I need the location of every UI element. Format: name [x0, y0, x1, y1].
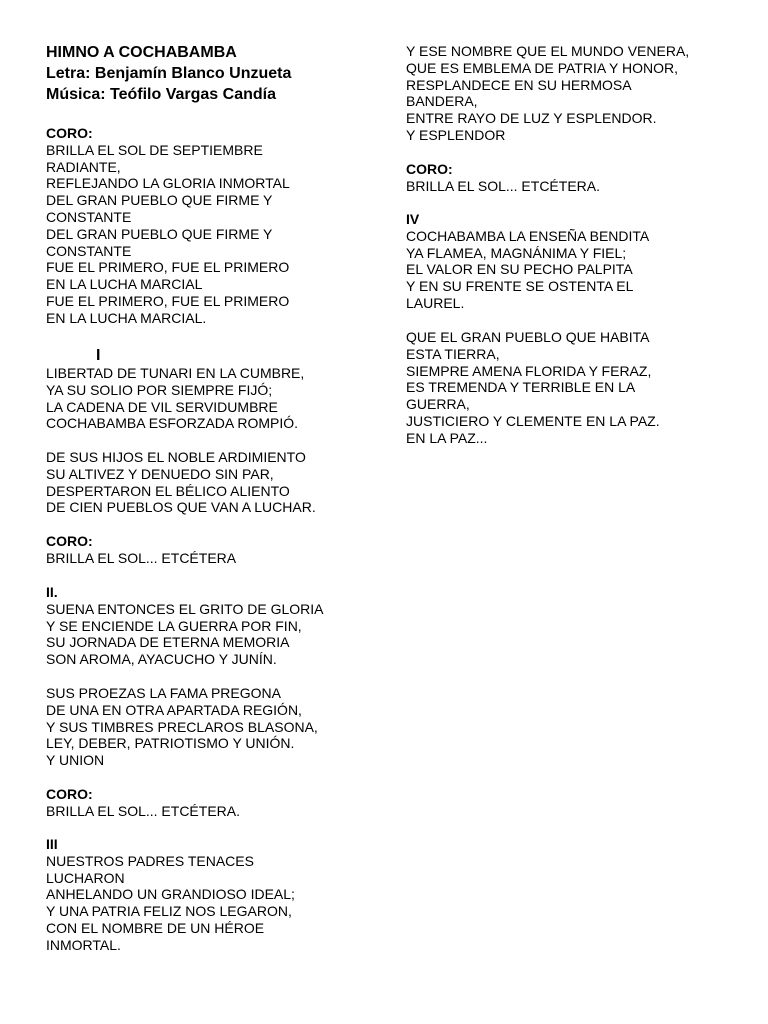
verse-line: EL VALOR EN SU PECHO PALPITA	[406, 261, 633, 278]
verse-line: SU ALTIVEZ Y DENUEDO SIN PAR,	[46, 465, 274, 482]
verse-line: BANDERA,	[406, 93, 478, 110]
verse-line: EN LA PAZ...	[406, 429, 488, 446]
verse-line: Y EN SU FRENTE SE OSTENTA EL	[406, 278, 634, 295]
coro-line: EN LA LUCHA MARCIAL.	[46, 309, 207, 326]
verse-line: Y ESPLENDOR	[406, 126, 506, 143]
verse-line: YA FLAMEA, MAGNÁNIMA Y FIEL;	[406, 244, 627, 261]
verse-line: ESTA TIERRA,	[406, 345, 500, 362]
verse-line: ES TREMENDA Y TERRIBLE EN LA	[406, 379, 636, 396]
coro-line: REFLEJANDO LA GLORIA INMORTAL	[46, 175, 290, 192]
verse-line: COCHABAMBA ESFORZADA ROMPIÓ.	[46, 415, 299, 432]
coro-line: CONSTANTE	[46, 242, 132, 259]
verse-1-coro-ref	[46, 533, 236, 567]
verse-3-coro-ref	[406, 161, 600, 195]
verse-line: GUERRA,	[406, 396, 470, 413]
verse-line: Y UNION	[46, 752, 105, 769]
verse-line: QUE EL GRAN PUEBLO QUE HABITA	[406, 329, 650, 345]
verse-line: RESPLANDECE EN SU HERMOSA	[406, 76, 632, 93]
verse-4-heading: IV	[406, 211, 420, 227]
coro-line: EN LA LUCHA MARCIAL	[46, 276, 203, 293]
verse-line: DE UNA EN OTRA APARTADA REGIÓN,	[46, 701, 302, 718]
verse-line: Y SUS TIMBRES PRECLAROS BLASONA,	[46, 718, 318, 735]
verse-2-coro-ref	[46, 786, 240, 820]
verse-4-section	[406, 211, 649, 312]
coro-heading: CORO:	[46, 533, 93, 549]
verse-line: SUS PROEZAS LA FAMA PREGONA	[46, 685, 281, 701]
coro-heading: CORO:	[46, 786, 93, 802]
coro-line: DEL GRAN PUEBLO QUE FIRME Y	[46, 192, 273, 209]
verse-line: YA SU SOLIO POR SIEMPRE FIJÓ;	[46, 381, 273, 398]
verse-1-heading: I	[96, 347, 101, 364]
verse-line: DE SUS HIJOS EL NOBLE ARDIMIENTO	[46, 449, 306, 465]
verse-line: Y UNA PATRIA FELIZ NOS LEGARON,	[46, 903, 292, 920]
verse-line: SU JORNADA DE ETERNA MEMORIA	[46, 634, 290, 651]
coro-heading: CORO:	[46, 125, 93, 141]
coro-section	[46, 125, 290, 327]
verse-line: QUE ES EMBLEMA DE PATRIA Y HONOR,	[406, 59, 679, 76]
coro-line: RADIANTE,	[46, 158, 121, 175]
coro-reference: BRILLA EL SOL... ETCÉTERA	[46, 549, 237, 566]
verse-line: SON AROMA, AYACUCHO Y JUNÍN.	[46, 651, 277, 668]
verse-line: LA CADENA DE VIL SERVIDUMBRE	[46, 398, 278, 415]
coro-line: FUE EL PRIMERO, FUE EL PRIMERO	[46, 292, 290, 309]
verse-line: JUSTICIERO Y CLEMENTE EN LA PAZ.	[406, 412, 660, 429]
verse-3-stanza-b	[406, 43, 689, 144]
coro-heading: CORO:	[406, 161, 453, 177]
verse-2-heading: II.	[46, 584, 58, 600]
coro-line: CONSTANTE	[46, 208, 132, 225]
verse-line: LIBERTAD DE TUNARI EN LA CUMBRE,	[46, 365, 305, 381]
verse-3-heading: III	[46, 836, 58, 852]
verse-2-stanza-b	[46, 685, 318, 769]
coro-line: FUE EL PRIMERO, FUE EL PRIMERO	[46, 259, 290, 276]
verse-line: SIEMPRE AMENA FLORIDA Y FERAZ,	[406, 362, 652, 379]
verse-line: LUCHARON	[46, 869, 125, 886]
coro-line: BRILLA EL SOL DE SEPTIEMBRE	[46, 141, 263, 158]
verse-line: SUENA ENTONCES EL GRITO DE GLORIA	[46, 600, 324, 617]
verse-line: COCHABAMBA LA ENSEÑA BENDITA	[406, 227, 650, 244]
verse-line: DESPERTARON EL BÉLICO ALIENTO	[46, 482, 290, 499]
verse-line: Y SE ENCIENDE LA GUERRA POR FIN,	[46, 617, 302, 634]
verse-line: DE CIEN PUEBLOS QUE VAN A LUCHAR.	[46, 499, 316, 516]
verse-line: ANHELANDO UN GRANDIOSO IDEAL;	[46, 886, 295, 903]
verse-line: ENTRE RAYO DE LUZ Y ESPLENDOR.	[406, 110, 657, 127]
verse-line: CON EL NOMBRE DE UN HÉROE	[46, 919, 265, 936]
coro-reference: BRILLA EL SOL... ETCÉTERA.	[406, 177, 600, 194]
composer-credit: Música: Teófilo Vargas Candía	[46, 86, 276, 103]
lyricist-credit: Letra: Benjamín Blanco Unzueta	[46, 65, 292, 82]
hymn-title: HIMNO A COCHABAMBA	[46, 44, 237, 61]
coro-line: DEL GRAN PUEBLO QUE FIRME Y	[46, 225, 273, 242]
verse-2-section	[46, 584, 323, 668]
verse-line: LAUREL.	[406, 294, 465, 311]
verse-line: LEY, DEBER, PATRIOTISMO Y UNIÓN.	[46, 735, 295, 752]
verse-line: NUESTROS PADRES TENACES	[46, 852, 254, 869]
document-title	[46, 42, 386, 105]
verse-3-section	[46, 836, 295, 954]
verse-line: INMORTAL.	[46, 936, 121, 953]
coro-reference: BRILLA EL SOL... ETCÉTERA.	[46, 802, 240, 819]
verse-line: Y ESE NOMBRE QUE EL MUNDO VENERA,	[406, 43, 690, 59]
verse-1-stanza-b	[46, 449, 316, 516]
verse-4-stanza-b	[406, 329, 660, 447]
verse-1-section	[46, 347, 304, 432]
